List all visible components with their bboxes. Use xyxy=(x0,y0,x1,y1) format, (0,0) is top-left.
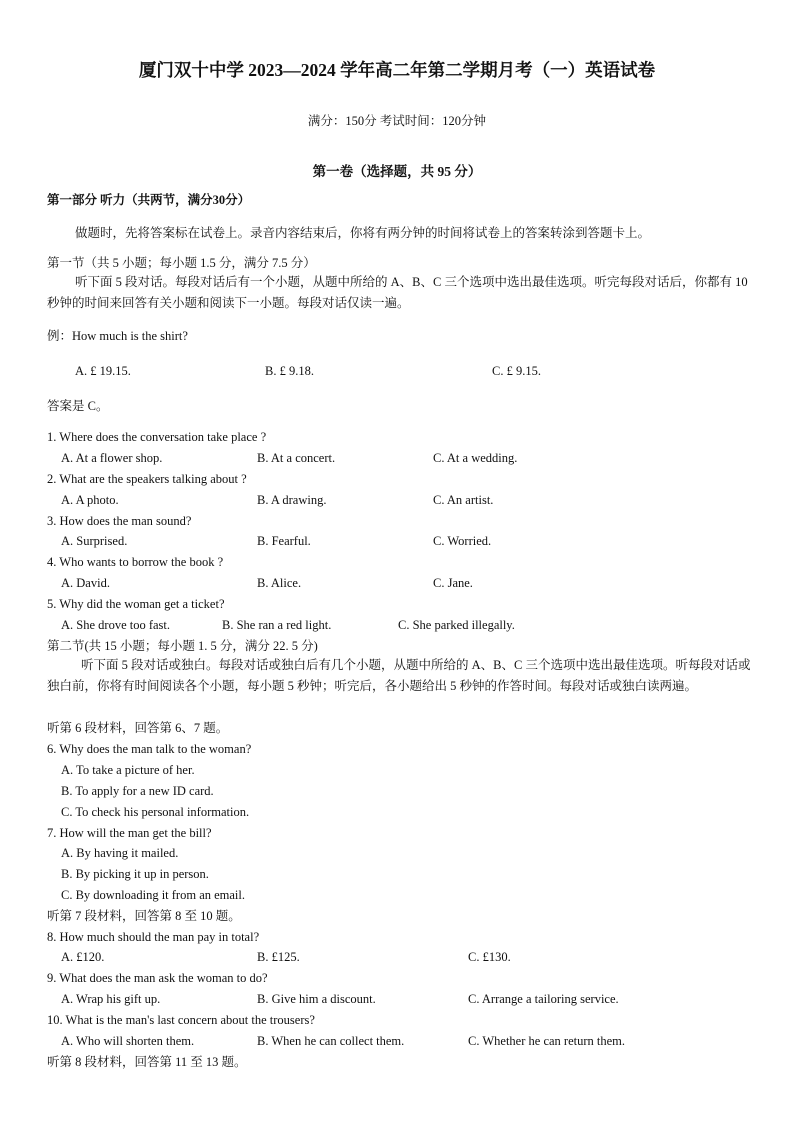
part1-instructions: 做题时，先将答案标在试卷上。录音内容结束后，你将有两分钟的时间将试卷上的答案转涂到答题卡上。 xyxy=(75,226,651,240)
q3-option-a: A. Surprised. xyxy=(61,534,128,548)
question-8: 8. How much should the man pay in total? xyxy=(47,930,260,944)
q4-option-a: A. David. xyxy=(61,576,110,590)
q4-option-b: B. Alice. xyxy=(257,576,302,590)
q6-option-c: C. To check his personal information. xyxy=(61,805,250,819)
section1-title: 第一节（共 5 小题；每小题 1.5 分，满分 7.5 分） xyxy=(47,256,316,270)
q3-option-c: C. Worried. xyxy=(433,534,492,548)
q9-option-c: C. Arrange a tailoring service. xyxy=(468,992,619,1006)
material-6-note: 听第 6 段材料，回答第 6、7 题。 xyxy=(47,721,229,735)
q5-option-a: A. She drove too fast. xyxy=(61,618,171,632)
q2-option-a: A. A photo. xyxy=(61,493,119,507)
q9-option-a: A. Wrap his gift up. xyxy=(61,992,161,1006)
section2-title: 第二节(共 15 小题；每小题 1. 5 分，满分 22. 5 分) xyxy=(47,639,318,653)
example-question: 例：How much is the shirt? xyxy=(47,329,188,343)
q8-option-b: B. £125. xyxy=(257,950,300,964)
q1-option-c: C. At a wedding. xyxy=(433,451,518,465)
example-option-a: A. £ 19.15. xyxy=(75,364,131,378)
question-4: 4. Who wants to borrow the book ? xyxy=(47,555,224,569)
q5-option-c: C. She parked illegally. xyxy=(398,618,515,632)
q10-option-c: C. Whether he can return them. xyxy=(468,1034,626,1048)
q6-option-a: A. To take a picture of her. xyxy=(61,763,195,777)
question-7: 7. How will the man get the bill? xyxy=(47,826,212,840)
q10-option-b: B. When he can collect them. xyxy=(257,1034,405,1048)
volume-title: 第一卷（选择题，共 95 分） xyxy=(312,164,482,179)
q2-option-b: B. A drawing. xyxy=(257,493,327,507)
section1-instructions: 听下面 5 段对话。每段对话后有一个小题，从题中所给的 A、B、C 三个选项中选出最佳选项。听完每段对话后，你都有 10 秒钟的时间来回答有关小题和阅读下一小题。每段对话仅读一遍。 xyxy=(47,275,748,310)
material-7-note: 听第 7 段材料，回答第 8 至 10 题。 xyxy=(47,909,241,923)
example-option-b: B. £ 9.18. xyxy=(265,364,314,378)
example-option-c: C. £ 9.15. xyxy=(492,364,541,378)
q8-option-c: C. £130. xyxy=(468,950,511,964)
question-10: 10. What is the man's last concern about the trousers? xyxy=(47,1013,315,1027)
exam-title: 厦门双十中学 2023—2024 学年高二年第二学期月考（一）英语试卷 xyxy=(138,60,656,80)
q7-option-a: A. By having it mailed. xyxy=(61,846,179,860)
q3-option-b: B. Fearful. xyxy=(257,534,311,548)
question-6: 6. Why does the man talk to the woman? xyxy=(47,742,252,756)
q4-option-c: C. Jane. xyxy=(433,576,473,590)
exam-subtitle: 满分：150分 考试时间：120分钟 xyxy=(307,114,487,128)
q6-option-b: B. To apply for a new ID card. xyxy=(61,784,214,798)
q1-option-a: A. At a flower shop. xyxy=(61,451,163,465)
question-9: 9. What does the man ask the woman to do? xyxy=(47,971,268,985)
q8-option-a: A. £120. xyxy=(61,950,105,964)
q9-option-b: B. Give him a discount. xyxy=(257,992,376,1006)
material-8-note: 听第 8 段材料，回答第 11 至 13 题。 xyxy=(47,1055,247,1069)
part1-title: 第一部分 听力（共两节，满分30分） xyxy=(47,193,251,207)
q1-option-b: B. At a concert. xyxy=(257,451,336,465)
q2-option-c: C. An artist. xyxy=(433,493,494,507)
q7-option-b: B. By picking it up in person. xyxy=(61,867,209,881)
question-5: 5. Why did the woman get a ticket? xyxy=(47,597,225,611)
question-2: 2. What are the speakers talking about ? xyxy=(47,472,247,486)
q10-option-a: A. Who will shorten them. xyxy=(61,1034,195,1048)
q7-option-c: C. By downloading it from an email. xyxy=(61,888,246,902)
question-1: 1. Where does the conversation take place ? xyxy=(47,430,267,444)
question-3: 3. How does the man sound? xyxy=(47,514,192,528)
example-answer: 答案是 C。 xyxy=(47,399,109,413)
q5-option-b: B. She ran a red light. xyxy=(222,618,332,632)
section2-instructions: 听下面 5 段对话或独白。每段对话或独白后有几个小题，从题中所给的 A、B、C 三个选项中选出最佳选项。听每段对话或独白前，你将有时间阅读各个小题，每小题 5 秒钟；听完后，各小题给出 5 秒钟的作答时间。每段对话或独白读两遍。 xyxy=(47,658,751,693)
